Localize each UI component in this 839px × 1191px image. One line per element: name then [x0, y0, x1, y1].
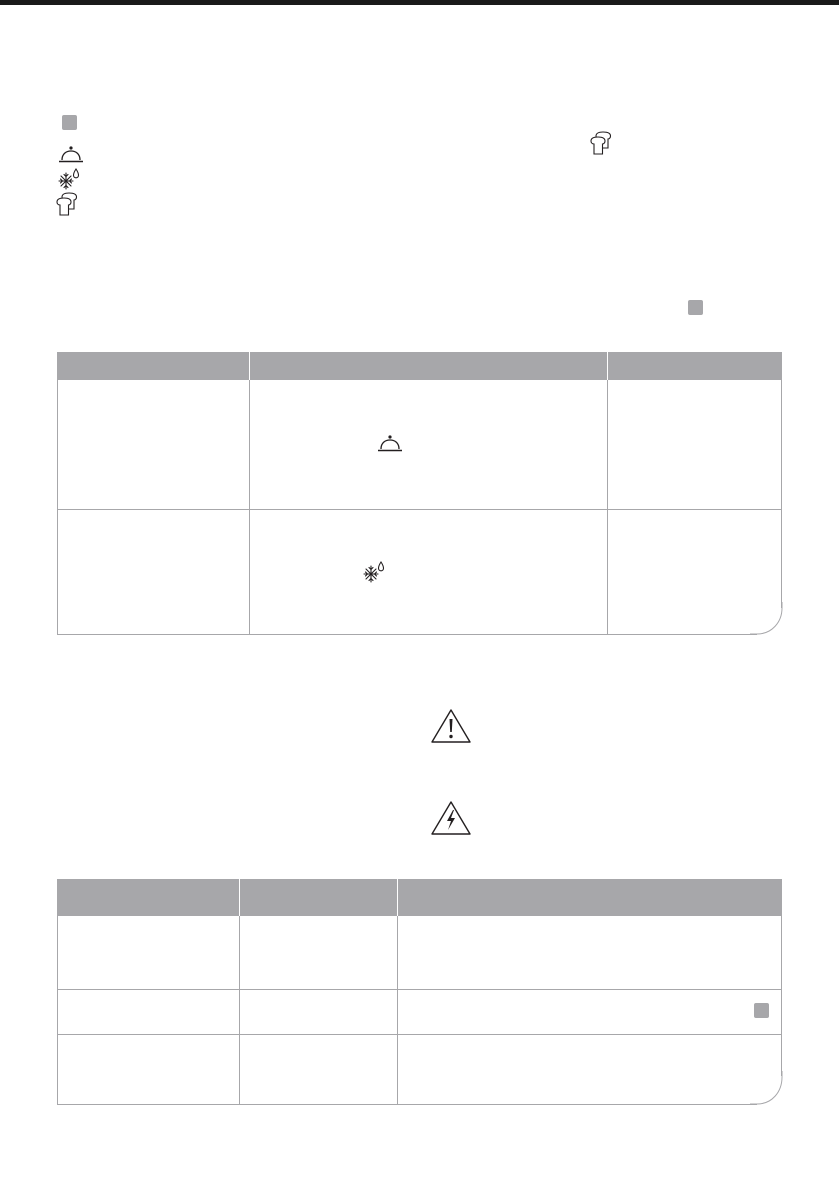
column-separator: [249, 380, 250, 635]
table-rounded-corner: [750, 602, 783, 636]
table-border-right: [781, 916, 782, 1076]
electric-hazard-icon: [430, 800, 472, 836]
warning-triangle-icon: [430, 708, 472, 744]
table-rounded-corner: [750, 1071, 783, 1106]
top-edge-stripe: [0, 0, 839, 5]
table-header-row: [57, 352, 782, 380]
header-separator: [397, 879, 398, 916]
header-separator: [607, 352, 608, 380]
toast-slices-icon: [56, 191, 84, 217]
serving-dish-icon: [377, 434, 403, 454]
defrost-snowflake-drop-icon: [362, 560, 386, 584]
table-border-left: [57, 916, 58, 1105]
gray-square-marker: [688, 300, 703, 315]
column-separator: [397, 916, 398, 1105]
table-header-row: [57, 879, 782, 916]
row-separator: [57, 509, 782, 510]
serving-dish-icon: [58, 145, 84, 165]
table-border-left: [57, 380, 58, 635]
row-separator: [57, 1034, 782, 1035]
table-border-right: [781, 380, 782, 608]
gray-square-marker: [62, 115, 77, 130]
toast-slices-icon: [590, 130, 618, 156]
row-separator: [57, 989, 782, 990]
header-separator: [249, 352, 250, 380]
gray-square-marker: [754, 1003, 769, 1018]
column-separator: [607, 380, 608, 635]
table-border-bottom: [57, 1104, 757, 1105]
header-separator: [239, 879, 240, 916]
column-separator: [239, 916, 240, 1105]
defrost-snowflake-drop-icon: [57, 167, 81, 191]
table-border-bottom: [57, 634, 757, 635]
